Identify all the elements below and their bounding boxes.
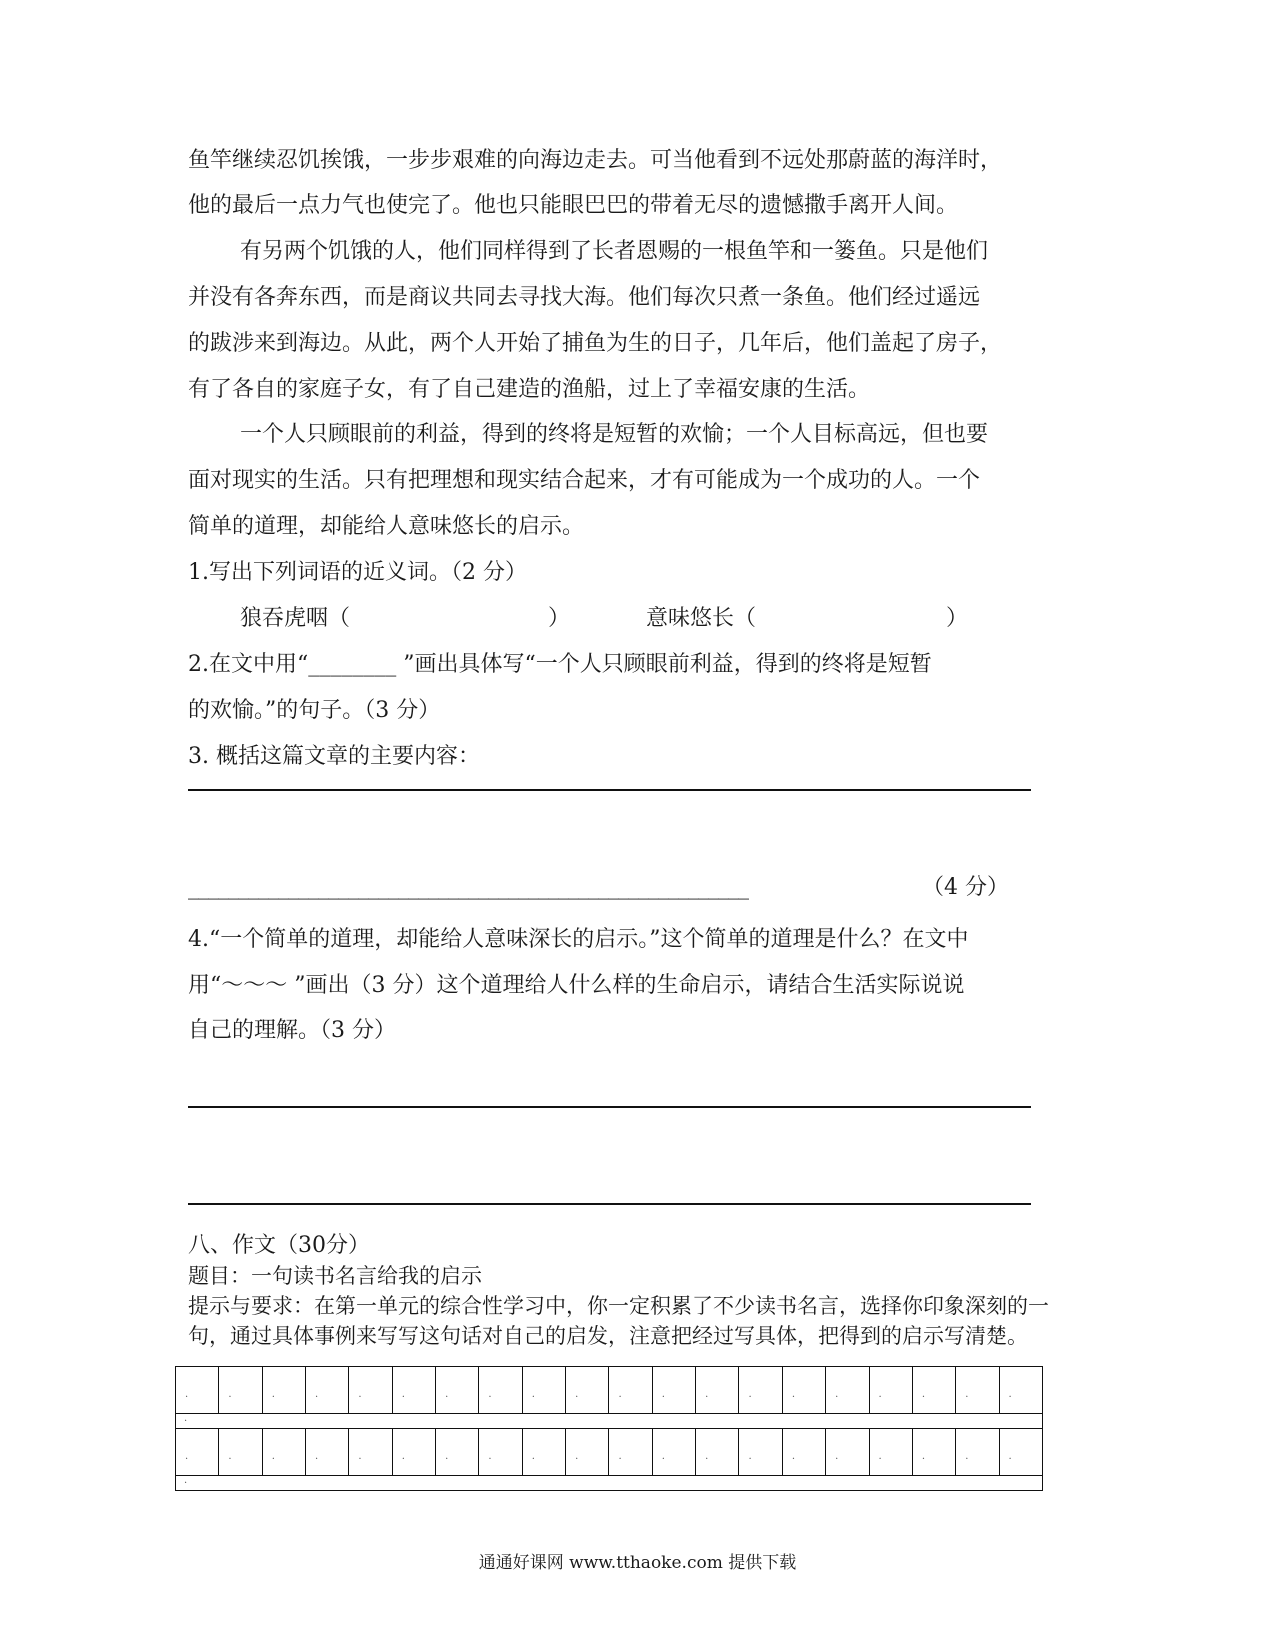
answer-line — [188, 789, 1031, 791]
grid-cell[interactable] — [1000, 1429, 1042, 1475]
grid-cell[interactable] — [566, 1429, 609, 1475]
grid-cell[interactable] — [523, 1367, 566, 1413]
writing-grid[interactable] — [175, 1366, 1043, 1491]
grid-cell[interactable] — [176, 1429, 219, 1475]
grid-cell[interactable] — [349, 1429, 392, 1475]
grid-cell[interactable] — [523, 1429, 566, 1475]
grid-cell[interactable] — [566, 1367, 609, 1413]
question-4-cont: 用“～～～ ”画出（3 分）这个道理给人什么样的生命启示，请结合生活实际说说 — [188, 973, 965, 998]
passage-line: 有另两个饥饿的人，他们同样得到了长者恩赐的一根鱼竿和一篓鱼。只是他们 — [240, 239, 989, 264]
grid-cell[interactable] — [219, 1429, 262, 1475]
grid-cell[interactable] — [913, 1367, 956, 1413]
essay-title: 题目：一句读书名言给我的启示 — [188, 1264, 482, 1288]
grid-cell[interactable] — [436, 1367, 479, 1413]
grid-cell[interactable] — [393, 1429, 436, 1475]
grid-cell[interactable] — [956, 1429, 999, 1475]
grid-cell[interactable] — [1000, 1367, 1042, 1413]
question-2-cont: 的欢愉。”的句子。（3 分） — [188, 698, 441, 723]
q1-close-paren-1: ） — [548, 606, 571, 631]
grid-cell[interactable] — [870, 1429, 913, 1475]
grid-row-gap — [176, 1413, 1042, 1429]
grid-cell[interactable] — [393, 1367, 436, 1413]
question-1: 1.写出下列词语的近义词。（2 分） — [188, 560, 527, 585]
grid-cell[interactable] — [696, 1429, 739, 1475]
question-3-score: （4 分） — [922, 875, 1009, 900]
grid-cell[interactable] — [826, 1429, 869, 1475]
grid-cell[interactable] — [609, 1367, 652, 1413]
essay-requirement: 提示与要求：在第一单元的综合性学习中，你一定积累了不少读书名言，选择你印象深刻的一 — [188, 1294, 1049, 1318]
grid-cell[interactable] — [913, 1429, 956, 1475]
grid-cell[interactable] — [219, 1367, 262, 1413]
footer-credit: 通通好课网 www.tthaoke.com 提供下载 — [478, 1553, 797, 1573]
grid-cell[interactable] — [826, 1367, 869, 1413]
grid-cell[interactable] — [263, 1429, 306, 1475]
passage-line: 简单的道理，却能给人意味悠长的启示。 — [188, 514, 585, 539]
grid-cell[interactable] — [176, 1367, 219, 1413]
grid-cell[interactable] — [783, 1367, 826, 1413]
q1-word-1: 狼吞虎咽（ — [240, 606, 351, 631]
q1-close-paren-2: ） — [946, 606, 969, 631]
grid-cell[interactable] — [956, 1367, 999, 1413]
grid-cell[interactable] — [479, 1367, 522, 1413]
question-3: 3. 概括这篇文章的主要内容： — [188, 744, 480, 769]
q1-word-2: 意味悠长（ — [646, 606, 757, 631]
passage-line: 有了各自的家庭子女，有了自己建造的渔船，过上了幸福安康的生活。 — [188, 377, 871, 402]
grid-cell[interactable] — [696, 1367, 739, 1413]
answer-dash-line: ________________________________________________________ — [188, 875, 748, 900]
passage-line: 并没有各奔东西，而是商议共同去寻找大海。他们每次只煮一条鱼。他们经过遥远 — [188, 285, 981, 310]
grid-row-gap — [176, 1475, 1042, 1490]
question-2: 2.在文中用“________ ”画出具体写“一个人只顾眼前利益，得到的终将是短暂 — [188, 652, 932, 677]
grid-cell[interactable] — [306, 1367, 349, 1413]
answer-line — [188, 1203, 1031, 1205]
grid-cell[interactable] — [653, 1429, 696, 1475]
grid-cell[interactable] — [349, 1367, 392, 1413]
answer-line — [188, 1106, 1031, 1108]
passage-line: 鱼竿继续忍饥挨饿，一步步艰难的向海边走去。可当他看到不远处那蔚蓝的海洋时， — [188, 148, 1003, 173]
grid-cell[interactable] — [653, 1367, 696, 1413]
grid-row — [176, 1367, 1042, 1413]
grid-cell[interactable] — [306, 1429, 349, 1475]
question-4-cont: 自己的理解。（3 分） — [188, 1018, 396, 1043]
essay-heading: 八、作文（30分） — [188, 1233, 370, 1258]
grid-cell[interactable] — [783, 1429, 826, 1475]
essay-requirement-cont: 句，通过具体事例来写写这句话对自己的启发，注意把经过写具体，把得到的启示写清楚。 — [188, 1324, 1028, 1348]
grid-cell[interactable] — [739, 1429, 782, 1475]
grid-cell[interactable] — [609, 1429, 652, 1475]
passage-line: 他的最后一点力气也使完了。他也只能眼巴巴的带着无尽的遗憾撒手离开人间。 — [188, 193, 959, 218]
grid-row — [176, 1429, 1042, 1475]
passage-line: 的跋涉来到海边。从此，两个人开始了捕鱼为生的日子，几年后，他们盖起了房子， — [188, 331, 1003, 356]
grid-cell[interactable] — [479, 1429, 522, 1475]
passage-line: 面对现实的生活。只有把理想和现实结合起来，才有可能成为一个成功的人。一个 — [188, 468, 981, 493]
grid-cell[interactable] — [436, 1429, 479, 1475]
grid-cell[interactable] — [870, 1367, 913, 1413]
passage-line: 一个人只顾眼前的利益，得到的终将是短暂的欢愉；一个人目标高远，但也要 — [240, 422, 989, 447]
question-4: 4.“一个简单的道理，却能给人意味深长的启示。”这个简单的道理是什么？在文中 — [188, 927, 969, 952]
grid-cell[interactable] — [739, 1367, 782, 1413]
grid-cell[interactable] — [263, 1367, 306, 1413]
